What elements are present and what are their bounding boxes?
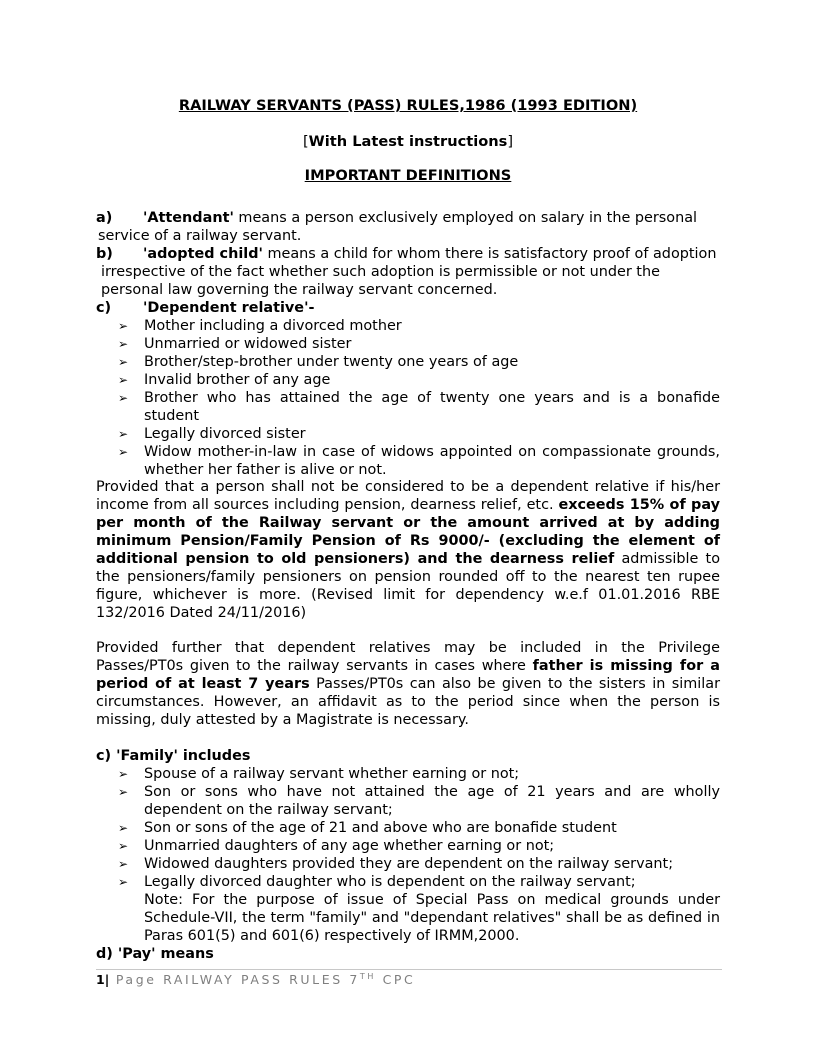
list-item: ➢ Son or sons of the age of 21 and above who are bonafide student <box>118 820 617 836</box>
definition-adopted-child: b) 'adopted child' means a child for whom there is satisfactory proof of adoption irrespective of the fact whether such adoption is permissible or not under the personal law governing the railway servant concerned. <box>96 246 717 298</box>
list-item: ➢ Unmarried daughters of any age whether earning or not; <box>118 838 555 854</box>
arrow-bullet-icon: ➢ <box>118 875 129 889</box>
footer-divider <box>96 969 722 970</box>
document-title: RAILWAY SERVANTS (PASS) RULES,1986 (1993 EDITION) <box>178 97 638 114</box>
family-heading: c) 'Family' includes <box>96 748 251 764</box>
page-number: 1 <box>96 972 105 988</box>
section-title: IMPORTANT DEFINITIONS <box>304 167 512 184</box>
family-list <box>96 765 720 945</box>
family-note: Note: For the purpose of issue of Special Pass on medical grounds under Schedule-VII, the term "family" and "dependant relatives" shall be as defined in Paras 601(5) and 601(6) respectively of IRMM,2000. <box>144 892 720 944</box>
definition-dependent-relative: c) 'Dependent relative'- ➢ Mother including a divorced mother ➢ Unmarried or widowed sister ➢ Brother/step-brother under twenty one years of age ➢ Invalid brother of any age ➢ Brother who has attained the age of twenty one years and is a bonafide student ➢ Legally divorced sister ➢ Widow mother-in-law in case of widows appointed on compassionate grounds, whether her father is alive or not. <box>96 300 720 478</box>
list-item: ➢ Legally divorced daughter who is dependent on the railway servant; Note: For the purpose of issue of Special Pass on medical grounds under Schedule-VII, the term "family" and "dependant relatives" shall be as defined in Paras 601(5) and 601(6) respectively of IRMM,2000. <box>118 874 720 944</box>
document-subtitle: [With Latest instructions] <box>302 133 514 150</box>
arrow-bullet-icon: ➢ <box>118 355 129 369</box>
arrow-bullet-icon: ➢ <box>118 337 129 351</box>
arrow-bullet-icon: ➢ <box>118 391 129 405</box>
pay-heading: d) 'Pay' means <box>96 946 214 962</box>
arrow-bullet-icon: ➢ <box>118 319 129 333</box>
list-item: ➢ Widowed daughters provided they are dependent on the railway servant; <box>118 856 674 872</box>
list-item: ➢ Mother including a divorced mother <box>118 318 402 334</box>
arrow-bullet-icon: ➢ <box>118 785 129 799</box>
list-item: ➢ Legally divorced sister <box>118 426 306 442</box>
list-item: ➢ Invalid brother of any age <box>118 372 331 388</box>
page-footer: 1| Page RAILWAY PASS RULES 7TH CPC <box>96 972 416 988</box>
arrow-bullet-icon: ➢ <box>118 821 129 835</box>
definition-family <box>96 747 720 963</box>
arrow-bullet-icon: ➢ <box>118 767 129 781</box>
arrow-bullet-icon: ➢ <box>118 857 129 871</box>
proviso-missing-father: Provided further that dependent relatives may be included in the Privilege Passes/PT0s given to the railway servants in cases where father is missing for a period of at least 7 years Passes/PT0s can also be given to the sisters in similar circumstances. However, an affidavit as to the period since when the person is missing, duly attested by a Magistrate is necessary. <box>96 640 721 728</box>
list-item: ➢ Son or sons who have not attained the age of 21 years and are wholly dependent on the railway servant; <box>118 784 720 818</box>
list-item: ➢ Brother who has attained the age of twenty one years and is a bonafide student <box>118 390 720 424</box>
list-item: ➢ Brother/step-brother under twenty one years of age <box>118 354 519 370</box>
arrow-bullet-icon: ➢ <box>118 445 129 459</box>
dependent-relative-list <box>96 317 720 479</box>
list-item: ➢ Spouse of a railway servant whether earning or not; <box>118 766 520 782</box>
list-item: ➢ Unmarried or widowed sister <box>118 336 352 352</box>
arrow-bullet-icon: ➢ <box>118 427 129 441</box>
list-item: ➢ Widow mother-in-law in case of widows appointed on compassionate grounds, whether her father is alive or not. <box>118 444 720 478</box>
definition-attendant: a) 'Attendant' means a person exclusively employed on salary in the personal service of a railway servant. <box>96 210 698 244</box>
proviso-income-limit: Provided that a person shall not be considered to be a dependent relative if his/her income from all sources including pension, dearness relief, etc. exceeds 15% of pay per month of the Railway servant or the amount arrived at by adding minimum Pension/Family Pension of Rs 9000/- (excluding the element of additional pension to old pensioners) and the dearness relief admissible to the pensioners/family pensioners on pension rounded off to the nearest ten rupee figure, whichever is more. (Revised limit for dependency w.e.f 01.01.2016 RBE 132/2016 Dated 24/11/2016) <box>96 479 721 621</box>
arrow-bullet-icon: ➢ <box>118 373 129 387</box>
arrow-bullet-icon: ➢ <box>118 839 129 853</box>
